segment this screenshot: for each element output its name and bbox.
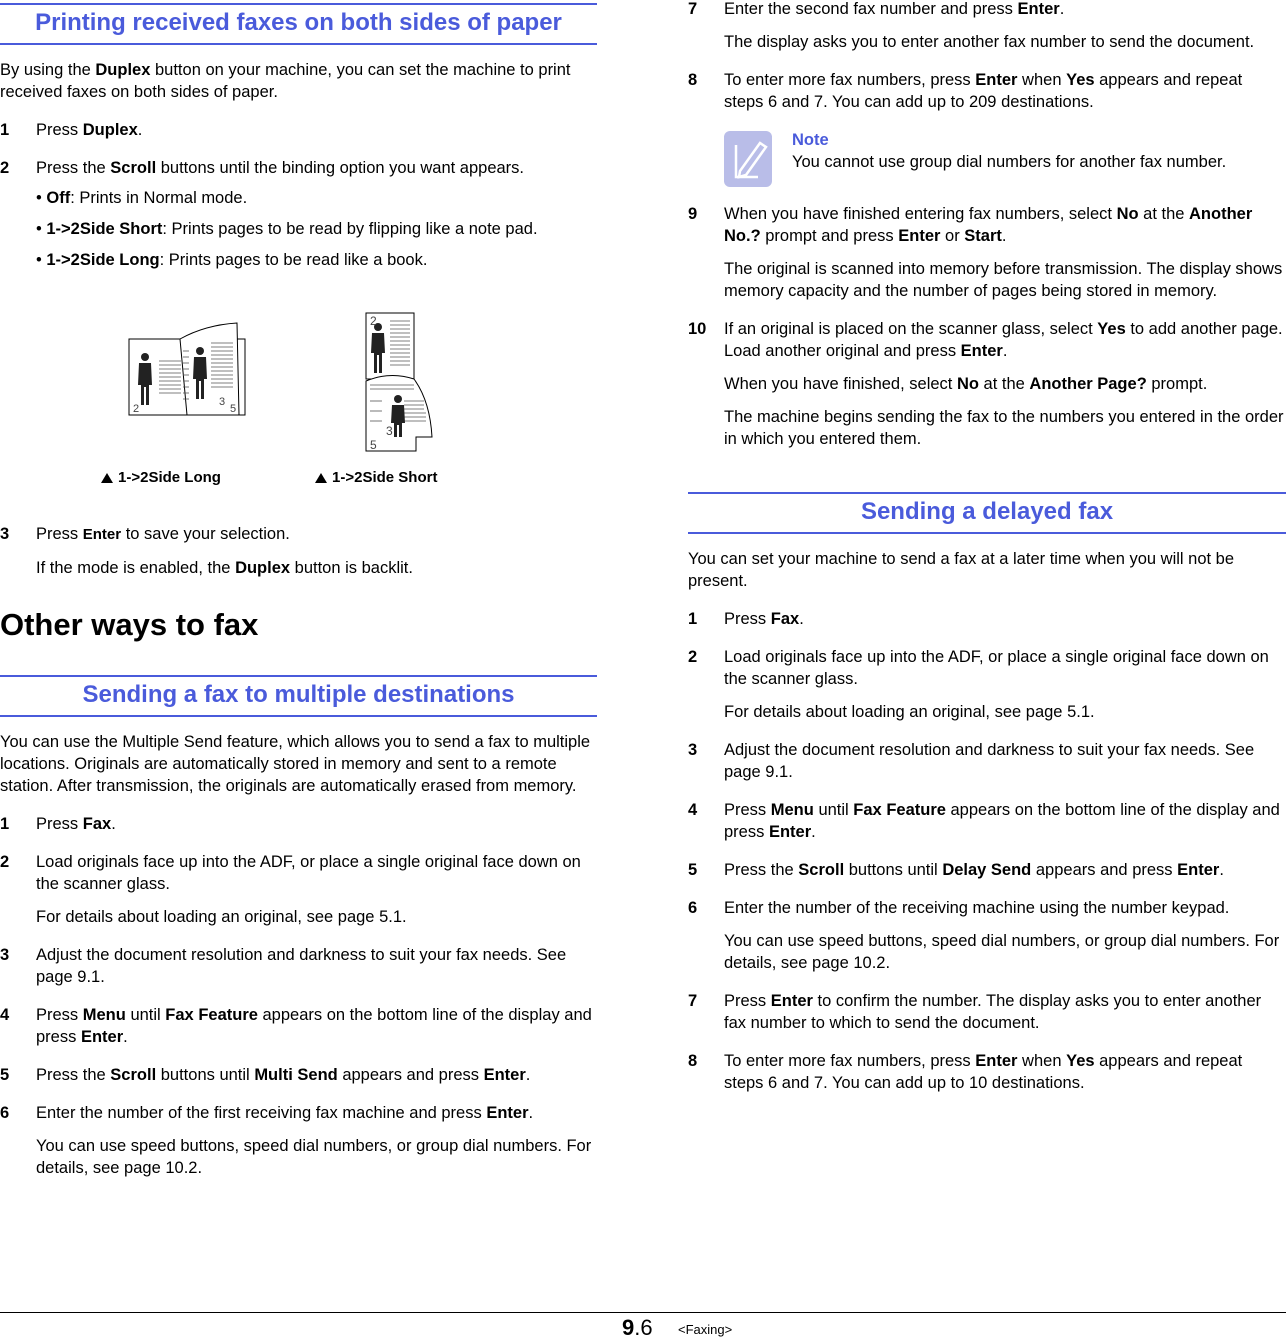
multi-step-9: 9 When you have finished entering fax numbers, select No at the Another No.? prompt and press Enter or Start. — [688, 205, 1253, 245]
page-footer — [0, 1312, 1286, 1342]
duplex-intro: By using the Duplex button on your machine, you can set the machine to print received faxes on both sides of paper. — [0, 61, 571, 101]
delayed-step-8: 8 To enter more fax numbers, press Enter when Yes appears and repeat steps 6 and 7. You can add up to 10 destinations. — [688, 1052, 1243, 1092]
delayed-step-3: 3 Adjust the document resolution and darkness to suit your fax needs. See page 9.1. — [688, 741, 1255, 781]
duplex-step-3-detail: If the mode is enabled, the Duplex button is backlit. — [36, 559, 413, 577]
duplex-step-1: 1 Press Duplex. — [0, 121, 143, 139]
multi-step-6-detail: You can use speed buttons, speed dial numbers, or group dial numbers. For details, see page 10.2. — [36, 1137, 592, 1177]
note-content — [792, 129, 1226, 173]
delayed-step-6-detail: You can use speed buttons, speed dial numbers, or group dial numbers. For details, see page 10.2. — [724, 932, 1280, 972]
long-page-number-left: 2 — [133, 403, 140, 415]
multi-step-10-detail-2: The machine begins sending the fax to the numbers you entered in the order in which you entered them. — [724, 408, 1284, 448]
right-column — [688, 0, 1286, 1094]
short-page-number-bottom: 5 — [370, 438, 377, 452]
other-ways-heading: Other ways to fax — [0, 607, 259, 642]
multi-step-4: 4 Press Menu until Fax Feature appears on the bottom line of the display and press Enter. — [0, 1006, 592, 1046]
multi-heading: Sending a fax to multiple destinations — [0, 675, 597, 717]
duplex-figures — [0, 291, 597, 501]
long-page-number-middle: 3 — [219, 396, 226, 408]
multi-step-7-detail: The display asks you to enter another fax number to send the document. — [724, 33, 1255, 51]
bullet-side-short: • 1->2Side Short: Prints pages to be read by flipping like a note pad. — [36, 220, 538, 238]
short-page-number-top: 2 — [370, 314, 377, 328]
multi-step-2-detail: For details about loading an original, see page 5.1. — [36, 908, 407, 926]
duplex-step-2: 2 Press the Scroll buttons until the binding option you want appears. — [0, 159, 524, 177]
chapter-label: <Faxing> — [678, 1322, 733, 1337]
multi-step-9-detail: The original is scanned into memory before transmission. The display shows memory capacity and the number of pages being stored in memory. — [724, 260, 1283, 300]
bullet-side-long: • 1->2Side Long: Prints pages to be read like a book. — [36, 251, 428, 269]
delayed-step-2-detail: For details about loading an original, see page 5.1. — [724, 703, 1095, 721]
multi-step-8: 8 To enter more fax numbers, press Enter when Yes appears and repeat steps 6 and 7. You can add up to 209 destinations. — [688, 71, 1243, 111]
multi-step-6: 6 Enter the number of the first receiving fax machine and press Enter. — [0, 1104, 534, 1122]
duplex-step-3: 3 Press Enter to save your selection. — [0, 525, 290, 543]
triangle-up-icon — [315, 473, 327, 483]
triangle-up-icon — [101, 473, 113, 483]
side-long-caption: 1->2Side Long — [118, 469, 221, 486]
multi-step-5: 5 Press the Scroll buttons until Multi Send appears and press Enter. — [0, 1066, 531, 1084]
note-box — [688, 131, 1286, 195]
short-page-number-middle: 3 — [386, 424, 393, 438]
note-pencil-icon — [724, 131, 772, 187]
multi-step-1: 1 Press Fax. — [0, 815, 116, 833]
delayed-step-1: 1 Press Fax. — [688, 610, 804, 628]
delayed-step-5: 5 Press the Scroll buttons until Delay Send appears and press Enter. — [688, 861, 1224, 879]
multi-intro: You can use the Multiple Send feature, which allows you to send a fax to multiple locations. Originals are automatically stored in memory and sent to a remote station. After transmission, the originals are automatically erased from memory. — [0, 733, 591, 795]
delayed-step-6: 6 Enter the number of the receiving machine using the number keypad. — [688, 899, 1230, 917]
duplex-heading: Printing received faxes on both sides of paper — [0, 3, 597, 45]
multi-step-10-detail-1: When you have finished, select No at the Another Page? prompt. — [724, 375, 1208, 393]
multi-step-2: 2 Load originals face up into the ADF, or place a single original face down on the scanner glass. — [0, 853, 581, 893]
note-text: You cannot use group dial numbers for another fax number. — [792, 153, 1227, 171]
delayed-step-2: 2 Load originals face up into the ADF, or place a single original face down on the scanner glass. — [688, 648, 1269, 688]
multi-step-3: 3 Adjust the document resolution and darkness to suit your fax needs. See page 9.1. — [0, 946, 567, 986]
delayed-intro: You can set your machine to send a fax at a later time when you will not be present. — [688, 550, 1235, 590]
note-title: Note — [792, 131, 829, 149]
multi-step-7: 7 Enter the second fax number and press Enter. — [688, 0, 1065, 18]
multi-step-10: 10 If an original is placed on the scanner glass, select Yes to add another page. Load another original and press Enter. — [688, 320, 1283, 360]
side-short-caption: 1->2Side Short — [332, 469, 438, 486]
bullet-off: • Off: Prints in Normal mode. — [36, 189, 248, 207]
delayed-step-4: 4 Press Menu until Fax Feature appears on the bottom line of the display and press Enter. — [688, 801, 1280, 841]
left-column — [0, 0, 597, 1179]
long-page-number-right: 5 — [230, 403, 237, 415]
delayed-step-7: 7 Press Enter to confirm the number. The display asks you to enter another fax number to which to send the document. — [688, 992, 1262, 1032]
delayed-heading: Sending a delayed fax — [688, 492, 1286, 534]
page-number: 9.6 — [622, 1315, 653, 1340]
